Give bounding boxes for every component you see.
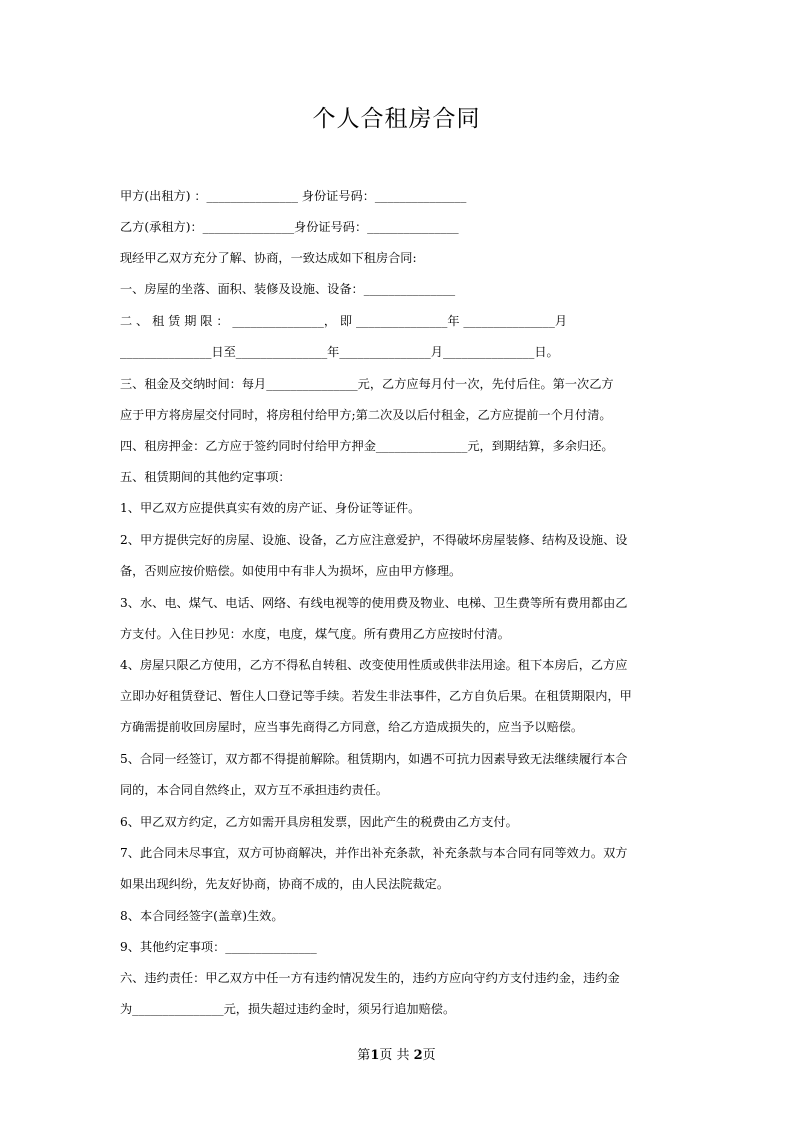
item-8: 8、本合同经签字(盖章)生效。 (120, 909, 284, 923)
clause-4: 四、租房押金：乙方应于签约同时付给甲方押金_______________元，到期结算，多余归还。 (120, 439, 614, 453)
clause-6-line-2: 为_______________元，损失超过违约金时，须另行追加赔偿。 (120, 1002, 456, 1016)
item-7-line-2: 如果出现纠纷，先友好协商，协商不成的，由人民法院裁定。 (120, 877, 450, 891)
intro-line: 现经甲乙双方充分了解、协商，一致达成如下租房合同: (120, 251, 417, 265)
item-3-line-1: 3、水、电、煤气、电话、网络、有线电视等的使用费及物业、电梯、卫生费等所有费用都由乙 (120, 596, 628, 610)
party-b-line: 乙方(承租方)：_______________身份证号码：_______________ (120, 220, 459, 234)
clause-3-line-2: 应于甲方将房屋交付同时，将房租付给甲方;第二次及以后付租金，乙方应提前一个月付清。 (120, 408, 612, 422)
item-5-line-2: 同的，本合同自然终止，双方互不承担违约责任。 (120, 783, 389, 797)
page-suffix: 页 (422, 1048, 436, 1063)
item-2-line-1: 2、甲方提供完好的房屋、设施、设备，乙方应注意爱护，不得破坏房屋装修、结构及设施、设 (120, 533, 628, 547)
item-4-line-1: 4、房屋只限乙方使用，乙方不得私自转租、改变使用性质或供非法用途。租下本房后，乙方应 (120, 658, 628, 672)
page-prefix: 第 (357, 1048, 371, 1063)
page-total: 2 (413, 1048, 423, 1063)
clause-2-line-2: _______________日至_______________年_______________月_______________日。 (120, 345, 559, 359)
party-a-line: 甲方(出租方) ：_______________ 身份证号码：_______________ (120, 189, 467, 203)
item-5-line-1: 5、合同一经签订，双方都不得提前解除。租赁期内，如遇不可抗力因素导致无法继续履行本合 (120, 752, 628, 766)
clause-2-line-1: 二 、 租 赁 期 限 ： _______________， 即 _______________年 _______________月 (120, 314, 568, 328)
item-2-line-2: 备，否则应按价赔偿。如使用中有非人为损坏，应由甲方修理。 (120, 564, 462, 578)
item-4-line-2: 立即办好租赁登记、暂住人口登记等手续。若发生非法事件，乙方自负后果。在租赁期限内，甲 (120, 689, 632, 703)
document-title: 个人合租房合同 (312, 106, 481, 132)
page-footer (0, 1044, 793, 1063)
item-7-line-1: 7、此合同未尽事宜，双方可协商解决，并作出补充条款，补充条款与本合同有同等效力。双方 (120, 846, 628, 860)
item-3-line-2: 方支付。入住日抄见：水度，电度，煤气度。所有费用乙方应按时付清。 (120, 627, 510, 641)
item-1: 1、甲乙双方应提供真实有效的房产证、身份证等证件。 (120, 501, 421, 515)
clause-6-line-1: 六、违约责任：甲乙双方中任一方有违约情况发生的，违约方应向守约方支付违约金，违约金 (120, 971, 620, 985)
item-6: 6、甲乙双方约定，乙方如需开具房租发票，因此产生的税费由乙方支付。 (120, 815, 518, 829)
clause-1: 一、房屋的坐落、面积、装修及设施、设备：_______________ (120, 282, 456, 296)
page-number: 1 (370, 1048, 380, 1063)
item-4-line-3: 方确需提前收回房屋时，应当事先商得乙方同意，给乙方造成损失的，应当予以赔偿。 (120, 720, 584, 734)
item-9: 9、其他约定事项：_______________ (120, 940, 317, 954)
clause-5-heading: 五、租赁期间的其他约定事项： (120, 470, 291, 484)
clause-3-line-1: 三、租金及交纳时间：每月_______________元，乙方应每月付一次，先付后住。第一次乙方 (120, 377, 614, 391)
page-mid: 页 共 (379, 1048, 414, 1063)
